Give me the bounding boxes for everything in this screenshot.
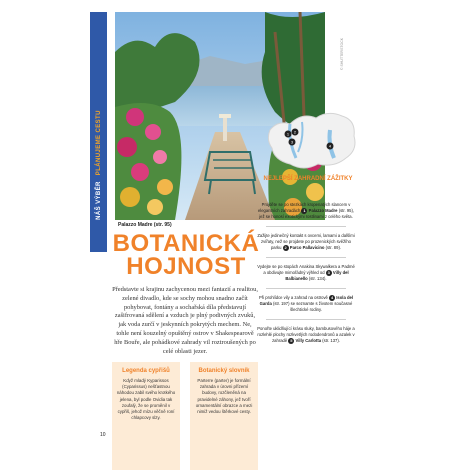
map-illustration <box>268 100 358 175</box>
section-tab-label <box>96 110 102 220</box>
map-marker: 3 <box>290 139 294 145</box>
photo-caption: Palazzo Madre (str. 95) <box>118 222 172 228</box>
highlight-text: Vydejte se po stopách Anakina Skywalkera a Padmé a obdivujte mimořádný výhled od <box>257 264 355 276</box>
box-title: Botanický slovník <box>198 368 250 374</box>
highlight-text: Zažijte jedinečný kontakt s ovcemi, lamami a dalšími zvířaty, než se projdete po prozenických svěžího parku <box>257 233 355 251</box>
sidebar-box-glossary <box>190 362 258 470</box>
highlight-place: Parco Pallavicino <box>289 245 325 251</box>
divider <box>266 257 346 258</box>
highlight-text: (str. 95), jež se honosí exotickými rostlinami z celého světa. <box>259 208 355 220</box>
highlight-item <box>256 202 356 220</box>
map-marker: 4 <box>328 143 332 149</box>
divider <box>266 226 346 227</box>
highlights-list <box>256 202 356 351</box>
sidebar-box-cypress <box>112 362 180 470</box>
marker-badge: 2 <box>284 245 287 251</box>
highlight-item <box>256 295 356 313</box>
headline <box>112 232 260 278</box>
highlight-item <box>256 233 356 251</box>
highlight-item <box>256 326 356 344</box>
section-label-b: PLÁNUJEME CESTU <box>96 110 102 176</box>
marker-badge: 5 <box>290 338 293 344</box>
section-label-a: NÁŠ VÝBĚR <box>96 181 102 220</box>
map-marker: 2 <box>293 129 297 135</box>
box-text: Parterre (parter) je formální zahrada v úrovni přízemí budovy, rozčleněná na pravidelné záhony, jež tvoří ornamentální obrazce a mezi nimiž vedou štěrkové cesty. <box>195 378 253 415</box>
highlight-place: Villy del Balbianello <box>285 270 349 282</box>
divider <box>266 319 346 320</box>
marker-badge: 1 <box>303 208 306 213</box>
highlight-text: (str. 89). <box>325 245 342 251</box>
highlight-text: Projděte se po stezkách kropenatých slancem v elegantních zahradách <box>257 202 351 214</box>
headline-line-1: BOTANICKÁ <box>112 230 260 257</box>
box-title: Legenda cypřišů <box>122 368 170 374</box>
headline-line-2: HOJNOST <box>126 253 246 280</box>
highlight-text: (str. 137). <box>322 338 340 344</box>
highlight-text: Ponořte uklidňující krásu sluky, bambusového háje a rozlehlé plochy rozkvetlých rododendronů a azalek v zahradě <box>257 326 355 344</box>
map-marker: 1 <box>286 131 290 137</box>
marker-badge: 3 <box>327 270 330 276</box>
marker-badge: 4 <box>330 295 334 301</box>
highlight-item <box>256 264 356 282</box>
highlight-place: Villy Carlotta <box>295 338 322 344</box>
highlight-text: (str. 197) se seznamte s životem současné šlechtické rodiny. <box>272 301 353 313</box>
highlight-text: Při prohlídce vily a zahrad na ostrově <box>258 295 328 301</box>
highlight-text: (str. 134). <box>308 276 327 282</box>
photo-credit: © SHUTTERSTOCK <box>340 37 344 70</box>
intro-paragraph: Představte si krajinu zachycenou mezi fantazií a realitou, zelené divadlo, kde se sochy mohou snadno začít pohybovat, fontány a sochařská díla představují zašifrovaná sdělení a vzduch je plný podivných zvuků, jak voda zurčí v jeskynních pokrytých mechem. Ne, tohle není kouzelný opuštěný ostrov v Shakespearově hře Bouře, ale pohádkové zahrady vil roztroušených po celé oblasti jezer. <box>112 286 258 355</box>
highlights-title: NEJLEPŠÍ ZAHRADNÍ ZÁŽITKY <box>263 176 353 182</box>
map-of-lakes <box>268 100 358 175</box>
highlight-place: Isola del Garda <box>259 295 353 307</box>
divider <box>266 288 346 289</box>
box-text: Když mladý Kyparissos (Cyparissus) nešťastnou náhodou zabil svého krotkého jelena, byl podle Ovidia tak zoufalý, že se proměnil v cypřiš, jehož mízu věčně roní chlapcovy slzy. <box>116 378 176 421</box>
page-number: 10 <box>100 432 106 438</box>
highlight-place: Palazzo Madre <box>308 208 338 214</box>
